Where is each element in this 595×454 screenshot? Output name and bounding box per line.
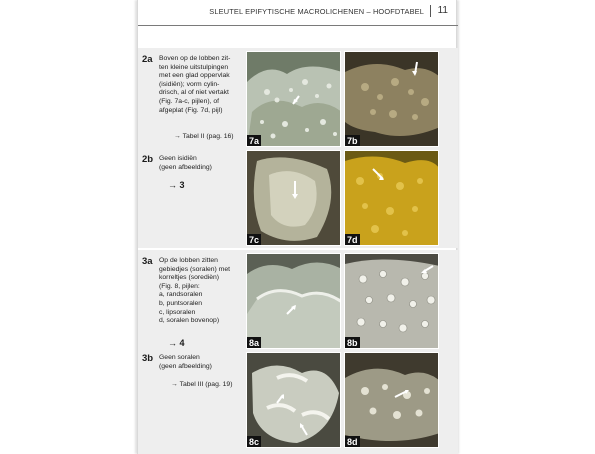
figure-label: 7c: [249, 235, 260, 245]
key-section-3: [138, 250, 458, 454]
goto-couplet-4[interactable]: [168, 338, 185, 348]
lichen-photo-lip-soralia: [247, 353, 341, 448]
running-title: SLEUTEL EPIFYTISCHE MACROLICHENEN – HOOFDTABEL: [209, 7, 424, 16]
lichen-photo-laminal-soralia: [345, 353, 439, 448]
goto-number: 3: [179, 180, 185, 190]
figure-8a: [246, 253, 341, 349]
figure-7d: [344, 150, 439, 246]
reference-text: Tabel III (pag. 19): [179, 381, 233, 388]
figure-8b: [344, 253, 439, 349]
book-page: [137, 0, 457, 454]
lichen-photo-isidia-grey: [247, 52, 341, 147]
entry-text: Geen soralen (geen afbeelding): [159, 354, 212, 370]
figure-7c: [246, 150, 341, 246]
entry-text: Geen isidiën (geen afbeelding): [159, 155, 212, 171]
header-divider: [430, 5, 431, 17]
figure-7a: [246, 51, 341, 147]
figure-label: 7b: [347, 136, 358, 146]
page-number: 11: [437, 5, 448, 16]
figure-8d: [344, 352, 439, 448]
entry-code: 2b: [142, 154, 154, 165]
figure-label: 7d: [347, 235, 358, 245]
reference-tabel-ii[interactable]: [174, 133, 234, 140]
arrow-right-icon: →: [168, 338, 177, 348]
page-header: [138, 0, 458, 26]
lichen-photo-punctiform-soralia: [345, 254, 439, 349]
figure-7b: [344, 51, 439, 147]
figure-label: 8d: [347, 437, 358, 447]
arrow-right-icon: →: [174, 133, 181, 140]
arrow-right-icon: →: [171, 381, 178, 388]
figure-label: 8b: [347, 338, 358, 348]
reference-tabel-iii[interactable]: [171, 381, 232, 388]
lichen-photo-isidia-yellow: [345, 151, 439, 246]
arrow-right-icon: →: [168, 180, 177, 190]
figure-label: 8c: [249, 437, 260, 447]
entry-text: Boven op de lobben zit- ten kleine uitstulpingen met een glad oppervlak (isidiën); vorm cylin- drisch, al of niet vertakt (Fig. 7a-c, pijlen), of afgeplat (Fig. 7d, pijl): [159, 55, 231, 114]
lichen-photo-isidia-dark: [345, 52, 439, 147]
lichen-photo-marginal-soralia: [247, 254, 341, 349]
entry-code: 3b: [142, 353, 154, 364]
figure-8c: [246, 352, 341, 448]
reference-text: Tabel II (pag. 16): [182, 133, 234, 140]
figure-label: 8a: [249, 338, 260, 348]
entry-text: Op de lobben zitten gebiedjes (soralen) met korreltjes (soredièn) (Fig. 8, pijlen: a, randsoralen b, puntsoralen c, lipsoralen d, soralen bovenop): [159, 257, 231, 325]
key-section-2: [138, 48, 458, 248]
figure-label: 7a: [249, 136, 260, 146]
goto-couplet-3[interactable]: [168, 180, 185, 190]
entry-code: 2a: [142, 54, 153, 65]
entry-code: 3a: [142, 256, 153, 267]
lichen-photo-isidia-glossy: [247, 151, 341, 246]
goto-number: 4: [179, 338, 185, 348]
